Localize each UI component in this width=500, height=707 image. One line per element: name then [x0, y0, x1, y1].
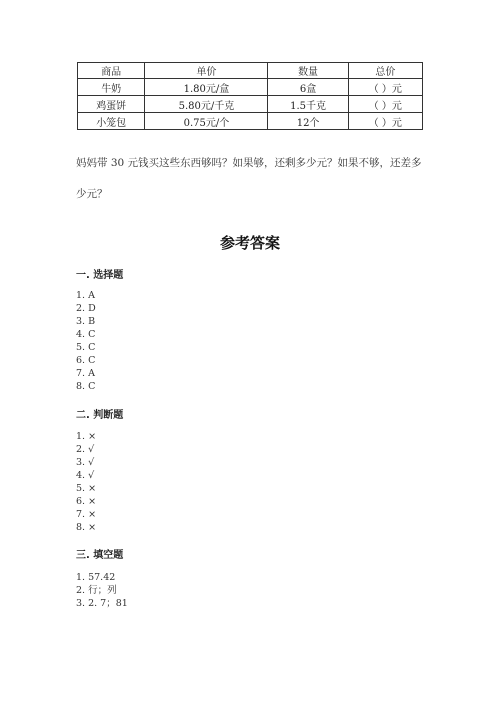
- section-heading-judgment: 二. 判断题: [76, 410, 124, 421]
- list-item: 8. C: [76, 381, 96, 392]
- list-item: 2. D: [76, 303, 96, 314]
- judgment-answer-list: [76, 430, 96, 534]
- table-cell: 1.80元/盒: [145, 79, 268, 96]
- table-header-row: [78, 63, 423, 79]
- table-row: [78, 113, 423, 130]
- choice-answer-list: [76, 289, 96, 393]
- list-item: 8. ×: [76, 522, 97, 533]
- list-item: 7. A: [76, 368, 95, 379]
- list-item: 6. C: [76, 355, 96, 366]
- list-item: 5. C: [76, 342, 96, 353]
- section-heading-fill-blank: 三. 填空题: [76, 550, 124, 561]
- table-cell: 12个: [268, 113, 348, 130]
- list-item: 4. √: [76, 470, 95, 481]
- table-row: [78, 96, 423, 113]
- header-cell: 总价: [348, 63, 422, 79]
- list-item: 1. ×: [76, 431, 97, 442]
- table-cell: 6盒: [268, 79, 348, 96]
- header-cell: 商品: [78, 63, 145, 79]
- section-heading-choice: 一. 选择题: [76, 270, 124, 281]
- table-cell: （ ）元: [348, 113, 422, 130]
- header-cell: 数量: [268, 63, 348, 79]
- list-item: 1. A: [76, 290, 95, 301]
- table-cell: 鸡蛋饼: [78, 96, 145, 113]
- list-item: 5. ×: [76, 483, 97, 494]
- answers-title: 参考答案: [219, 234, 280, 252]
- list-item: 3. √: [76, 457, 95, 468]
- list-item: 3. 2. 7；81: [76, 598, 128, 609]
- table-cell: 小笼包: [78, 113, 145, 130]
- list-item: 3. B: [76, 316, 96, 327]
- table-row: [78, 79, 423, 96]
- fill-blank-answer-list: [76, 571, 128, 610]
- table-cell: 牛奶: [78, 79, 145, 96]
- header-cell: 单价: [145, 63, 268, 79]
- table-cell: 5.80元/千克: [145, 96, 268, 113]
- list-item: 2. 行；列: [76, 585, 117, 596]
- list-item: 6. ×: [76, 496, 97, 507]
- table-cell: 1.5千克: [268, 96, 348, 113]
- list-item: 7. ×: [76, 509, 97, 520]
- table-cell: 0.75元/个: [145, 113, 268, 130]
- table-cell: （ ）元: [348, 96, 422, 113]
- word-problem-text: 妈妈带 30 元钱买这些东西够吗？如果够，还剩多少元？如果不够，还差多少元？: [76, 157, 422, 200]
- list-item: 2. √: [76, 444, 95, 455]
- list-item: 4. C: [76, 329, 96, 340]
- table-cell: （ ）元: [348, 79, 422, 96]
- list-item: 1. 57.42: [76, 572, 116, 583]
- price-table: [77, 62, 423, 130]
